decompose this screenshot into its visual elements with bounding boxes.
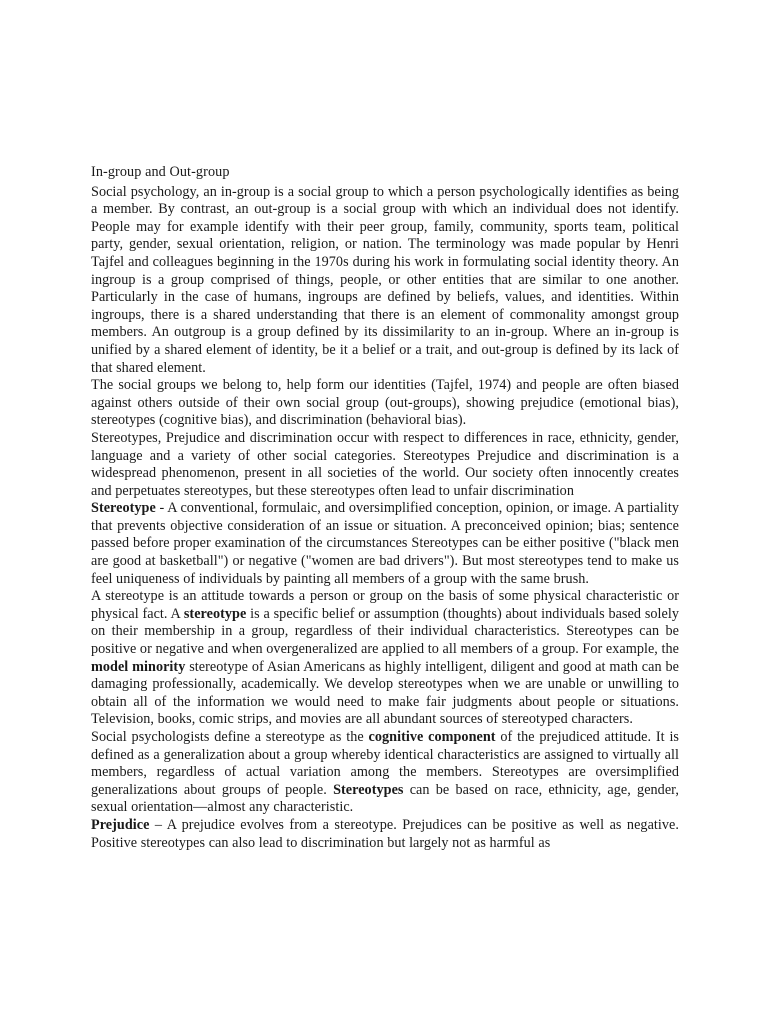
paragraph bbox=[91, 588, 679, 729]
bold-term: Prejudice bbox=[91, 816, 150, 833]
bold-term: Stereotype bbox=[91, 500, 156, 517]
bold-term: Stereotypes bbox=[333, 781, 404, 798]
document-title: In-group and Out-group bbox=[91, 164, 230, 180]
paragraph-text: A stereotype is an attitude towards a person or group on the basis of some physical characteristic or physical fact. A bbox=[91, 588, 679, 622]
bold-term: stereotype bbox=[183, 605, 247, 622]
bold-term: cognitive component bbox=[368, 729, 496, 745]
paragraph bbox=[91, 430, 679, 500]
paragraph-text: - A conventional, formulaic, and oversimplified conception, opinion, or image. A partiality that prevents objective consideration of an issue or situation. A preconceived opinion; bias; sentence passed before proper examination of the circumstances Stereotypes can be either positive ("black men are good at basketball") or negative ("women are bad drivers"). But most stereotypes tend to make us feel uniqueness of individuals by painting all members of a group with the same brush. bbox=[91, 500, 679, 587]
paragraph-text: Social psychologists define a stereotype as the bbox=[91, 729, 369, 745]
paragraph bbox=[91, 184, 679, 378]
paragraph-text: – A prejudice evolves from a stereotype. Prejudices can be positive as well as negative. Positive stereotypes can also lead to discrimination but largely not as harmful as bbox=[91, 816, 679, 851]
paragraph-text: stereotype of Asian Americans as highly intelligent, diligent and good at math can be damaging professionally, academically. We develop stereotypes when we are unable or unwilling to obtain all of the information we would need to make fair judgments about people or situations. Television, books, comic strips, and movies are all abundant sources of stereotyped characters. bbox=[91, 658, 679, 728]
paragraph bbox=[91, 729, 679, 817]
paragraph-text: Social psychology, an in-group is a social group to which a person psychologically identifies as being a member. By contrast, an out-group is a social group with which an individual does not identify. People may for example identify with their peer group, family, community, sports team, political party, gender, sexual orientation, religion, or nation. The terminology was made popular by Henri Tajfel and colleagues beginning in the 1970s during his work in formulating social identity theory. An ingroup is a group comprised of things, people, or other entities that are similar to one another. Particularly in the case of humans, ingroups are defined by beliefs, values, and identities. Within ingroups, there is a shared understanding that there is an element of commonality amongst group members. An outgroup is a group defined by its dissimilarity to an in-group. Where an in-group is unified by a shared element of identity, be it a belief or a trait, and out-group is defined by its lack of that shared element. bbox=[91, 183, 679, 376]
paragraph-text: The social groups we belong to, help form our identities (Tajfel, 1974) and people are often biased against others outside of their own social group (out-groups), showing prejudice (emotional bias), stereotypes (cognitive bias), and discrimination (behavioral bias). bbox=[91, 377, 679, 429]
bold-term: model minority bbox=[91, 658, 186, 675]
paragraph-text: Stereotypes, Prejudice and discrimination occur with respect to differences in race, ethnicity, gender, language and a variety of other social categories. Stereotypes Prejudice and discrimination is a widespread phenomenon, present in all societies of the world. Our society often innocently creates and perpetuates stereotypes, but these stereotypes often lead to unfair discrimination bbox=[91, 429, 679, 499]
paragraph bbox=[91, 377, 679, 430]
paragraph bbox=[91, 817, 679, 852]
paragraph-text: can be based on race, ethnicity, age, gender, sexual orientation—almost any characteristic. bbox=[91, 781, 679, 816]
document-body bbox=[91, 184, 679, 853]
document-page bbox=[91, 164, 679, 852]
paragraph-text: is a specific belief or assumption (thoughts) about individuals based solely on their membership in a group, regardless of their individual characteristics. Stereotypes can be positive or negative and when overgeneralized are applied to all members of a group. For example, the bbox=[91, 605, 680, 658]
paragraph bbox=[91, 500, 679, 588]
paragraph-text: of the prejudiced attitude. It is defined as a generalization about a group whereby identical characteristics are assigned to virtually all members, regardless of actual variation among the members. Stereotypes are oversimplified generalizations about groups of people. bbox=[91, 729, 680, 798]
